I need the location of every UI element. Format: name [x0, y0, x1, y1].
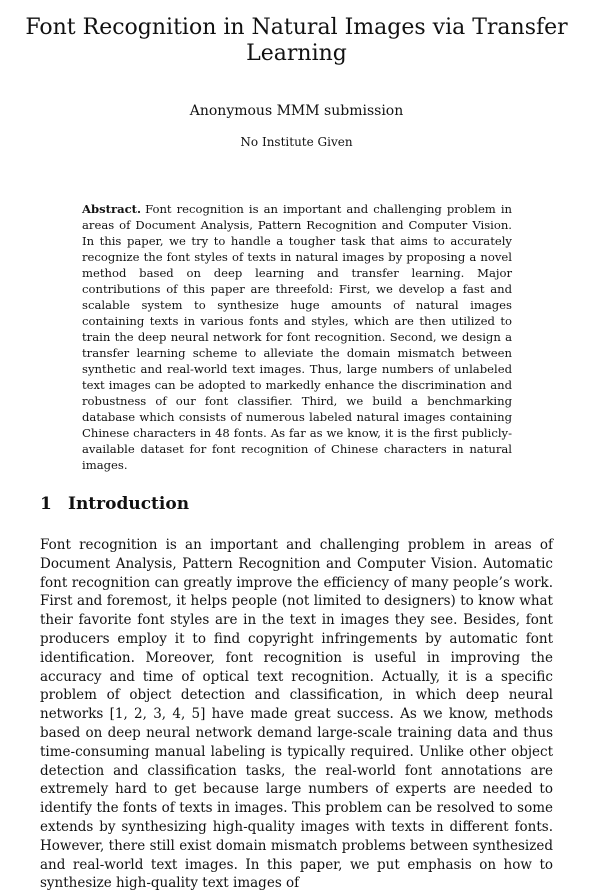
abstract-block	[82, 201, 512, 473]
paper-title: Font Recognition in Natural Images via Transfer Learning	[25, 15, 568, 66]
section-heading	[40, 493, 189, 515]
abstract-text: Font recognition is an important and challenging problem in areas of Document Analysis, Pattern Recognition and Computer Vision. In this paper, we try to handle a tougher task that aims to accurately recognize the font styles of texts in natural images by proposing a novel method based on deep learning and transfer learning. Major contributions of this paper are threefold: First, we develop a fast and scalable system to synthesize huge amounts of natural images containing texts in various fonts and styles, which are then utilized to train the deep neural network for font recognition. Second, we design a transfer learning scheme to alleviate the domain mismatch between synthetic and real-world text images. Thus, large numbers of unlabeled text images can be adopted to markedly enhance the discrimination and robustness of our font classifier. Third, we build a benchmarking database which consists of numerous labeled natural images containing Chinese characters in 48 fonts. As far as we know, it is the first publicly-available dataset for font recognition of Chinese characters in natural images.	[82, 202, 512, 472]
section-number: 1	[40, 494, 52, 514]
abstract-label: Abstract.	[82, 202, 142, 216]
institute-line: No Institute Given	[240, 135, 353, 149]
author-line: Anonymous MMM submission	[189, 103, 404, 119]
introduction-paragraph: Font recognition is an important and challenging problem in areas of Document Analysis, Pattern Recognition and Computer Vision. Automatic font recognition can greatly improve the efficiency of many people’s work. First and foremost, it helps people (not limited to designers) to know what their favorite font styles are in the text in images they see. Besides, font producers employ it to find copyright infringements by automatic font identification. Moreover, font recognition is useful in improving the accuracy and time of optical text recognition. Actually, it is a specific problem of object detection and classification, in which deep neural networks [1, 2, 3, 4, 5] have made great success. As we know, methods based on deep neural network demand large-scale training data and thus time-consuming manual labeling is typically required. Unlike other object detection and classification tasks, the real-world font annotations are extremely hard to get because large numbers of experts are needed to identify the fonts of texts in images. This problem can be resolved to some extends by synthesizing high-quality images with texts in different fonts. However, there still exist domain mismatch problems between synthesized and real-world text images. In this paper, we put emphasis on how to synthesize high-quality text images of	[40, 537, 553, 892]
section-title: Introduction	[68, 494, 190, 514]
